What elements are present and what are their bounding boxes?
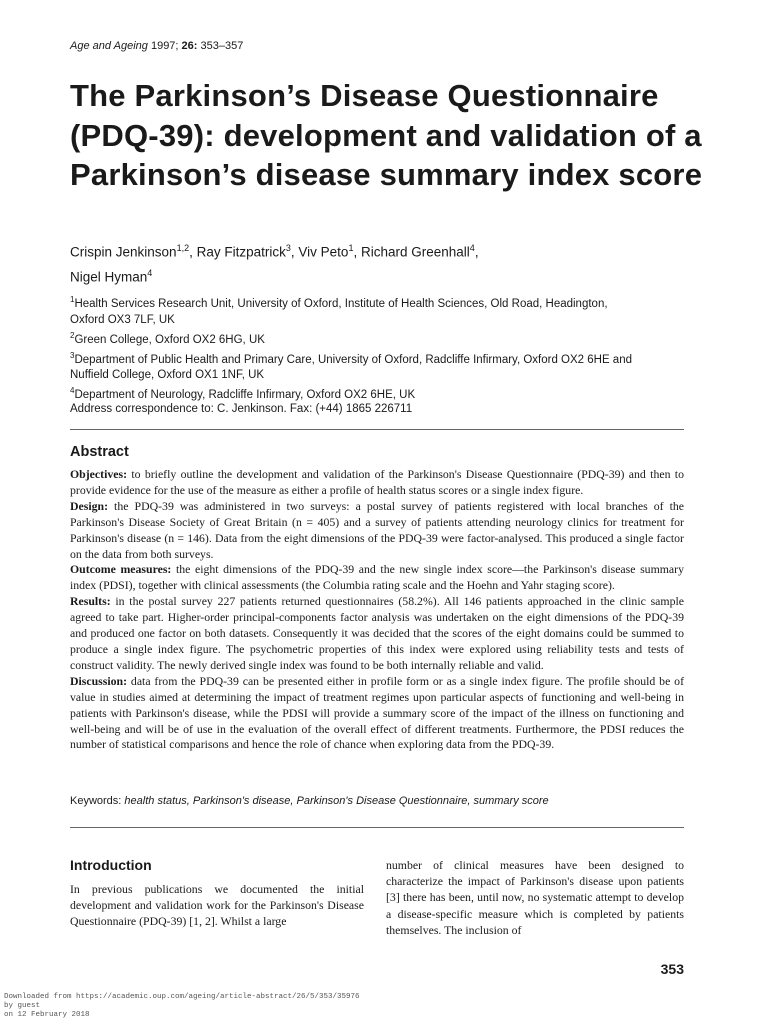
abstract-section-results: Results: in the postal survey 227 patients returned questionnaires (58.2%). All 146 patients approached in the clinic sample agreed to take part. Higher-order principal-components factor analysis was undertaken on the eight dimensions of the PDQ-39 and produced one factor on both datasets. Consequently it was decided that the scores of the eight domains could be summed to produce a single index figure. The psychometric properties of this index were explored using reliability tests and tests of construct validity. The newly derived single index was found to be both internally reliable and valid.	[70, 594, 684, 672]
author-list: Crispin Jenkinson$^{1,2}$, Ray Fitzpatrick$^3$, Viv Peto$^1$, Richard Greenhall$^4$, Nigel Hyman$^4$	[70, 243, 479, 284]
author: Viv Peto	[298, 244, 349, 260]
download-note: Downloaded from https://academic.oup.com/ageing/article-abstract/26/5/353/35976 by guest on 12 February 2018	[4, 993, 360, 1019]
affiliation: $^4$Department of Neurology, Radcliffe Infirmary, Oxford OX2 6HE, UK	[70, 386, 416, 402]
author-affil-sup: 1,2	[176, 243, 190, 253]
affiliation: $^1$Health Services Research Unit, University of Oxford, Institute of Health Sciences, Old Road, Headington, Oxford OX3 7LF, UK	[70, 295, 608, 326]
correspondence-address: Address correspondence to: C. Jenkinson. Fax: (+44) 1865 226711	[70, 403, 413, 415]
keywords	[70, 795, 549, 807]
author: Richard Greenhall	[360, 244, 470, 260]
abstract-body	[70, 467, 684, 753]
divider	[70, 827, 684, 828]
author-affil-sup: 1	[348, 243, 354, 253]
author: Nigel Hyman	[70, 269, 148, 284]
journal-name: Age and Ageing	[70, 40, 148, 52]
affiliation: $^3$Department of Public Health and Primary Care, University of Oxford, Radcliffe Infirmary, Oxford OX2 6HE and Nuffield College, Oxford OX1 1NF, UK	[70, 350, 632, 382]
introduction-column-1: In previous publications we documented the initial development and validation work for the Parkinson's Disease Questionnaire (PDQ-39) [1, 2]. Whilst a large	[70, 882, 364, 929]
divider	[70, 429, 684, 430]
journal-pages: 353–357	[200, 40, 244, 52]
abstract-heading: Abstract	[70, 444, 129, 460]
journal-year: 1997;	[150, 40, 179, 52]
introduction-heading: Introduction	[70, 857, 152, 873]
affiliation: $^2$Green College, Oxford OX2 6HG, UK	[70, 330, 265, 346]
keywords-label: Keywords:	[70, 795, 122, 807]
page-number: 353	[660, 961, 684, 977]
author-affil-sup: 4	[147, 267, 153, 278]
affiliations	[70, 292, 710, 403]
abstract-section-design: Design: the PDQ-39 was administered in two surveys: a postal survey of patients registered with local branches of the Parkinson's Disease Society of Great Britain (n = 405) and a survey of patients attending neurology clinics for treatment for Parkinson's disease (n = 146). Data from the eight dimensions of the PDQ-39 were factor-analysed. This produced a single factor on the data from both surveys.	[70, 498, 684, 561]
author: Ray Fitzpatrick	[196, 244, 286, 260]
abstract-section-objectives: Objectives: to briefly outline the development and validation of the Parkinson's Disease Questionnaire (PDQ-39) and then to provide evidence for the use of the measure as either a profile of health status scores or a single index figure.	[70, 467, 684, 497]
author: Crispin Jenkinson	[70, 244, 177, 260]
journal-volume: 26:	[181, 40, 198, 52]
journal-citation	[70, 40, 243, 52]
introduction-column-2: number of clinical measures have been designed to characterize the impact of Parkinson's disease upon patients [3] there has been, until now, no systematic attempt to develop a disease-specific measure which is completed by patients themselves. The inclusion of	[386, 858, 684, 937]
abstract-section-discussion: Discussion: data from the PDQ-39 can be presented either in profile form or as a single index figure. The profile should be of value in studies aimed at determining the impact of treatment regimes upon particular aspects of functioning and well-being in patients with Parkinson's disease, while the PDSI will provide a summary score of the impact of the illness on functioning and well-being and will be of use in the evaluation of the overall effect of different treatments. Furthermore, the PDSI reduces the number of statistical comparisons and hence the role of chance when exploring data from the PDQ-39.	[70, 673, 684, 752]
author-affil-sup: 3	[285, 243, 291, 253]
author-affil-sup: 4	[469, 243, 475, 253]
keywords-text: health status, Parkinson's disease, Parkinson's Disease Questionnaire, summary score	[124, 795, 549, 807]
abstract-section-outcome: Outcome measures: the eight dimensions of the PDQ-39 and the new single index score—the Parkinson's disease summary index (PDSI), together with clinical assessments (the Columbia rating scale and the Hoehn and Yahr staging score).	[70, 562, 684, 593]
article-title: The Parkinson’s Disease Questionnaire (PDQ-39): development and validation of a Parkinson’s disease summary index score	[70, 78, 703, 192]
